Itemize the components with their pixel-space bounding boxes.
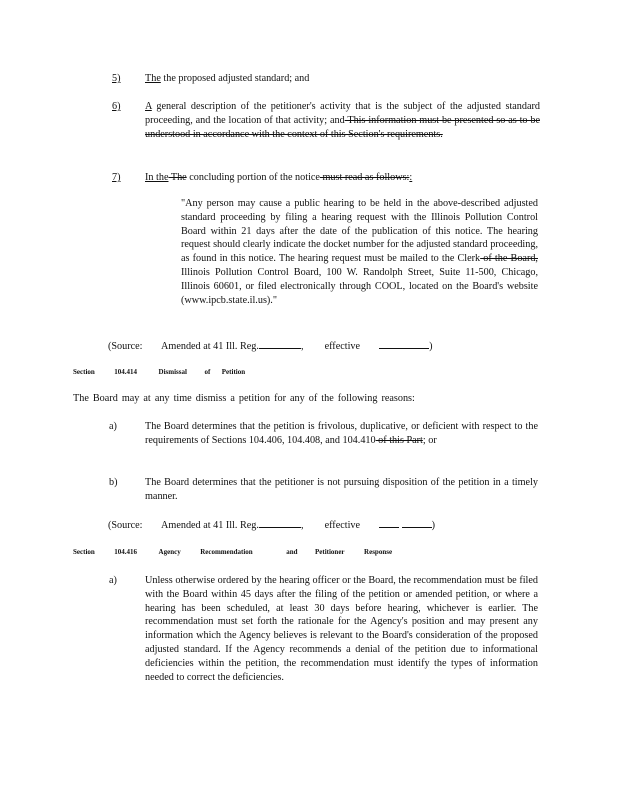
deleted-text: must read as follows: xyxy=(319,172,410,183)
section-title: Agency xyxy=(158,548,181,556)
inserted-text: : xyxy=(409,172,413,183)
item-text: general description of the petitioner's activity that is the subject of the adjusted standard proceeding, and the location of that activity; and xyxy=(145,101,540,126)
quote-text: Illinois Pollution Control Board, 100 W. Randolph Street, Suite 11-500, Chicago, Illinois 60601, or filed electronically through COOL, located on the Board's website (www.ipcb.state.il.us)." xyxy=(181,266,538,306)
item-number: 6) xyxy=(112,101,121,112)
source-label: (Source: xyxy=(108,341,143,352)
subsection-letter: b) xyxy=(109,477,118,488)
list-item-5 xyxy=(112,72,540,86)
inserted-text: In the xyxy=(145,172,169,183)
source-effective: effective xyxy=(324,520,361,531)
list-item-6 xyxy=(112,100,540,141)
item-number: 7) xyxy=(112,172,121,183)
blank-line xyxy=(259,517,301,528)
source-amended: Amended at 41 Ill. Reg. xyxy=(161,341,259,352)
notice-quote xyxy=(181,197,538,307)
list-item-7 xyxy=(112,171,540,185)
subsection-letter: a) xyxy=(109,421,117,432)
deleted-text: The xyxy=(168,172,187,183)
source-amended: Amended at 41 Ill. Reg. xyxy=(161,520,259,531)
blank-line xyxy=(259,338,301,349)
subsection-text: The Board determines that the petitioner is not pursuing disposition of the petition in a timely manner. xyxy=(145,477,538,502)
section-title: and xyxy=(286,548,298,556)
inserted-text: The xyxy=(145,73,161,84)
deleted-text: of this Part xyxy=(375,434,423,446)
intro-text: The Board may at any time dismiss a petition for any of the following reasons: xyxy=(73,393,415,404)
blank-line xyxy=(402,517,432,528)
section-title: Recommendation xyxy=(200,548,253,556)
section-heading-104-416 xyxy=(73,548,392,557)
section-intro xyxy=(73,392,543,406)
item-number: 5) xyxy=(112,73,121,84)
subsection-a-416 xyxy=(109,574,538,684)
section-word: Section xyxy=(73,548,95,556)
deleted-text: of the Board, xyxy=(480,253,538,265)
section-title: Petition xyxy=(221,368,246,376)
source-close: ) xyxy=(429,341,433,352)
section-number: 104.414 xyxy=(114,368,138,376)
section-title: Petitioner xyxy=(315,548,345,556)
section-word: Section xyxy=(73,368,95,376)
section-title: Dismissal xyxy=(158,368,187,376)
blank-line xyxy=(379,338,429,349)
source-effective: effective xyxy=(324,341,361,352)
subsection-text: The Board determines that the petition is frivolous, duplicative, or deficient with respect to the requirements of Sections 104.406, 104.408, and 104.410 xyxy=(145,421,538,446)
quote-text: "Any person may cause a public hearing to be held in the above-described adjusted standard proceeding by filing a hearing request with the Illinois Pollution Control Board within 21 days after the date of the publication of this notice. The hearing request should clearly indicate the docket number for the adjusted standard proceeding, as found in this notice. The hearing request must be mailed to the Clerk xyxy=(181,198,538,265)
section-title: Response xyxy=(364,548,393,556)
section-heading-104-414 xyxy=(73,368,245,377)
subsection-letter: a) xyxy=(109,575,117,586)
section-number: 104.416 xyxy=(114,548,138,556)
source-label: (Source: xyxy=(108,520,143,531)
source-close: ) xyxy=(431,520,436,531)
section-title: of xyxy=(204,368,211,376)
source-note: (Source: Amended at 41 Ill. Reg. , effective ) xyxy=(108,517,538,533)
item-text: concluding portion of the notice xyxy=(186,172,320,183)
subsection-a-414 xyxy=(109,420,538,448)
subsection-b-414 xyxy=(109,476,538,504)
blank-line xyxy=(379,517,399,528)
source-note: (Source: Amended at 41 Ill. Reg. , effective ) xyxy=(108,338,538,354)
item-text: the proposed adjusted standard; and xyxy=(160,73,310,84)
subsection-text: ; or xyxy=(422,434,437,446)
subsection-text: Unless otherwise ordered by the hearing officer or the Board, the recommendation must be filed with the Board within 45 days after the filing of the petition or amended petition, or where a hearing has been scheduled, at least 30 days before hearing, whichever is earlier. The recommendation must set forth the rationale for the Agency's position and may present any information which the Agency believes is relevant to the Board's consideration of the proposed adjusted standard. If the Agency recommends a denial of the petition due to informational deficiencies within the petition, the recommendation must identify the types of information needed to correct the deficiencies. xyxy=(145,575,538,683)
inserted-text: A xyxy=(145,101,152,112)
deleted-text: This information must be presented so as to be understood in accordance with the context of this Section's requirements. xyxy=(145,114,540,140)
